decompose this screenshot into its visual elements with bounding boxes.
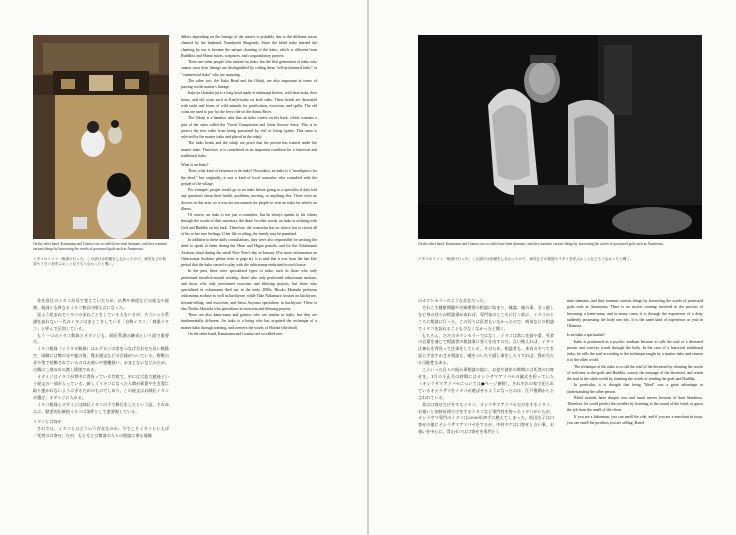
en-paragraph: Itako is positioned as a psychic medium because it calls the soul of a deceased person and conveys words through the body. In the case of a historical traditional itako, he calls the soul according to the technique taught by a master itako and returns it to the other world. bbox=[567, 339, 703, 363]
en-paragraph: The technique of the itako is to call the soul of the deceased by chanting the words of welcome to the gods and Buddha, convey the message of the deceased, and return the soul to the other world by chanting the words of sending the gods and Buddha. bbox=[567, 364, 703, 381]
jp-paragraph: もちろん、ただのカウンセラーではなく、イタコは常に先祖や霊、死者の言葉を通じて相談者の相談事に答えを出すのだ。言い換えれば、イタコは神仏を背負って仕事をしている。そのため、相談者も、本音のすべてを語らず出すかざる相談も、嘘をついたり隠し事をしたりすれば、罰が当たる可能性もある。 bbox=[418, 332, 554, 366]
en-paragraph: In particular, it is thought that being "blind" was a great advantage in understanding the other person. bbox=[567, 383, 703, 394]
en-paragraph: In the past, there were specialized types of itako, such as those who only performed mouth-to-mouth worship, those who only performed oshirasama asobase, and those who only performed exorcism and blessing prayers, but those who specialized in oshirasama died out in the early 2000s. Hiroko Matsuda performs oshirasama asobase as well as kuchiyose, while Take Nakamura focuses on kuchiyose, fortune-telling, and exorcism, and Setsu Aoyama specializes in kuchiyose. There is also Noriko Hayashi who specializes in exorcism and blessing prayers. bbox=[181, 269, 317, 311]
en-column-right bbox=[567, 298, 703, 426]
en-paragraph: There are also kami-sama and gomiso who are similar to itako, but they are fundamentally different. An itako is a being who has acquired the technique of a master itako through training, and conveys the words of Hotoke (the dead). bbox=[181, 313, 317, 330]
shrine-room-image bbox=[33, 35, 169, 239]
itako-photo bbox=[418, 35, 702, 239]
en-paragraph: differs depending on the lineage of the master is probably due to the different sutras chanted by the husband, Yamabushi Shugendo. Since the blind itako learned the chanting by ear, it became the unique chanting of the itako, which is different from Buddhist and Shinto sutras, scriptures, and congratulatory prayers. bbox=[181, 35, 317, 58]
en-paragraph: The Odaiji is a bamboo tube that an itako carries on his back, which contains a part of the sutra called the "Great Compassion and Great Sorrow Sutra. This is to protect the new itako from being possessed by evil or living spirits. This sutra is selected by the master itako and placed in the odaiji. bbox=[181, 116, 317, 139]
en-paragraph: Itako-ju (Irataka-ju) is a long bead made of mukuanji berries, with bear tusks, deer horns, and old coins such as Kan'ei-tsuho on both sides. These beads are decorated with tusks and horns of wild animals for purification, exorcism, and spells. The old coins are used to pay for the ferry ride on the Sanzu River. bbox=[181, 91, 317, 114]
right-page bbox=[369, 0, 736, 535]
en-section-heading: Is an itako a spiritualist? bbox=[567, 333, 606, 338]
jp-paragraph: イタコ数珠とオダイジは師匠イタコの下で修行をしたという証。それゆえに、歴史的伝統的イタコの条件として重要視している。 bbox=[33, 401, 169, 414]
photo-caption-jp: イタコのミコト一般請け行った。この請けは依頼をしなかったので、病気などの相談やイタコを呼ぶおことなどもうなかったと聞く。 bbox=[33, 257, 166, 266]
en-paragraph: There are some people who imitate an itako, but the first generation of itako who cannot trace their lineage are distinguished by calling them "self-proclaimed itako" or "commercial itako" who are imitating. bbox=[181, 60, 317, 77]
left-page bbox=[0, 0, 367, 535]
jp-column-right bbox=[418, 298, 554, 436]
jp-paragraph: オダイジはイタコが背中に背負っている竹筒で、中には大悲大慈経という経文の一部が入っている。新しくイタコになった人間が邪霊や生き霊に取り憑かれないように守るためのものでしあり、この経文はお師匠イタコが選び、オダイジに入れる。 bbox=[33, 373, 169, 400]
en-paragraph: On the other hand, Kamisama and Gomiso are so-called one- bbox=[188, 331, 284, 336]
en-section-heading: What is an Itako? bbox=[181, 163, 209, 167]
jp-paragraph: イタコ数珠（イラタカ数珠）はムクロジの実をつなげ合わせた長い数珠で、両側には熊の牙や鹿の角、寛永通宝などの古銭がついている。野獣の牙や角で装飾されているのはお祓いや悪魔祓い、おまじないなどのため。古銭は三途の川の渡し賃使である。 bbox=[33, 346, 169, 373]
jp-paragraph: 見よう見まねでイタコのまねごとをしている人もいるが、ろういった系譜を辿れない一代のイタコはまとこをしている「自称イタコ」「商業イタコ」と呼んで区別している。 bbox=[33, 311, 169, 331]
photo-caption-jp: イタコのミコト一般請け行った。この請けは依頼をしなかったので、病気などの相談やイタコを呼ぶおことなどもうなかったと聞く。 bbox=[418, 257, 634, 261]
jp-section-heading: イタコとは何か bbox=[33, 419, 62, 425]
itako-image bbox=[418, 35, 702, 239]
en-paragraph: The itako beads and the odaiji are proof that the person has trained under the master itako. Therefore, it is considered as an important condition for a historical and traditional itako. bbox=[181, 141, 317, 158]
en-paragraph: Blind wizards have sharper ears and nasal nerves because of their blindness. Therefore, he could predict the weather by listening to the sound of the wind, or guess the job from the smell of the client. bbox=[567, 395, 703, 413]
jp-paragraph: のカウンセラーのような存在だった。 bbox=[418, 298, 488, 303]
en-column-left bbox=[181, 34, 317, 337]
shrine-room-photo bbox=[33, 35, 169, 239]
en-paragraph: The other two, the Itako Bead and the Odaiji, are also important in terms of passing on the master's lineage. bbox=[181, 78, 317, 89]
photo-caption-en: On the other hand, Kamisama and Gomiso are so-called one-time shamans, and they transmit various things by borrowing the words of possessed gods such as Amaterasu. bbox=[418, 242, 664, 246]
en-paragraph: Of course, an itako is not just a counselor, but he always speaks to his clients through the words of their ancestors, the dead. In other words, an itako is working with God and Buddha on his back. Therefore, the counselor has no choice but to reveal all of his or her true feelings. If her life or ailing, the family may be punished. bbox=[181, 213, 317, 236]
en-paragraph: In addition to these daily consultations, they were also responsible for inviting the dead to speak to them during the Obon and Higan periods, and for the Oshirasama Asobase ritual during the small New Year's day in January (For more information on Oshirasama Asobase, please refer to page ●). It is said that it was from the late Edo period that the itako started to play with the oshirasama enshrined in each house. bbox=[181, 238, 317, 267]
photo-caption-en: On the other hand, Kamisama and Gomiso are so-called one-time shamans, and they transmit various things by borrowing the words of possessed gods such as Amaterasu. bbox=[33, 242, 168, 251]
jp-paragraph: それこそ健康問題や夫婦関係の相談に始まり、縁談、縁の事、引っ越しなど身の回りの相談事があれば、専門家のところに行く前に、イタコのところに相談に行った。この辺りは医者もいなかったので、病気などの相談でイタコを訪ねることも少なくなかったと聞く。 bbox=[418, 304, 554, 331]
en-paragraph: If you are a fisherman, you can smell the ride, and if you are a merchant in town, you can smell the products you are selling. Based bbox=[567, 414, 703, 425]
jp-paragraph: 昔は口寄せだけをするイタコ、オシラサマアソバセだけをするイタコ、お祓いと加持祈祷だけをするイタコなど専門性を持ったイタコがいたが、オシラサマ専門のイタコは2000年初手に絶えてしまった。松田広子は口寄せの他にオシラサマアソバセをするが、中村タケは口寄せと占い事、お祓いを中心に、青山セツは口寄せを専門とし bbox=[418, 401, 554, 435]
jp-paragraph: 昔を音目のイタコが耳で覚えていたため、仏教や神道などの経文や経典、祝詞とも異なるイタコ独自の唱え言になった。 bbox=[33, 298, 169, 310]
jp-paragraph: もう一つのイタコ数珠とオダイジも、師匠系譜の継承という面で重要だ。 bbox=[33, 332, 169, 345]
jp-paragraph: こういった日々の悩み事相談の他に、お盆や彼岸の時期には死者の口寄せを、1月の小正月の時期にはオシラサマアソバセの儀式を担っていた（オシラサマアソバセについては●ページ参照）。それぞれの家で祀られているオシラサマをイタコが遊ばせるようになったのは、江戸後期からと言われている。 bbox=[418, 367, 554, 400]
en-paragraph: For example, people would go to an itako before going to a specialist if they had any questions about their health, problems, moving, or anything else. There were no doctors in this area, so it was not uncommon for people to visit an itako for advice on illness. bbox=[181, 188, 317, 211]
en-paragraph: Then, what kind of existence is an itako? Nowadays, an itako is a "mouthpiece for the dead," but originally, it was a kind of local counselor who consulted with the people of the village. bbox=[181, 169, 317, 186]
jp-paragraph: それでは、イタコとはどういう存在なのか。今でこそイタコといえば「死者の口寄せ」だが、もともとは集落の人々の相談に乗る地域 bbox=[33, 426, 169, 439]
en-paragraph: time shamans, and they transmit various things by borrowing the words of possessed gods such as Amaterasu. There is no ascetic training involved in the process of becoming a kami-sama, and in many cases, it is through the experience of a deity suddenly possessing the body one day. It is the same kind of experience as yuta in Okinawa. bbox=[567, 299, 703, 328]
jp-column-left bbox=[33, 298, 169, 440]
